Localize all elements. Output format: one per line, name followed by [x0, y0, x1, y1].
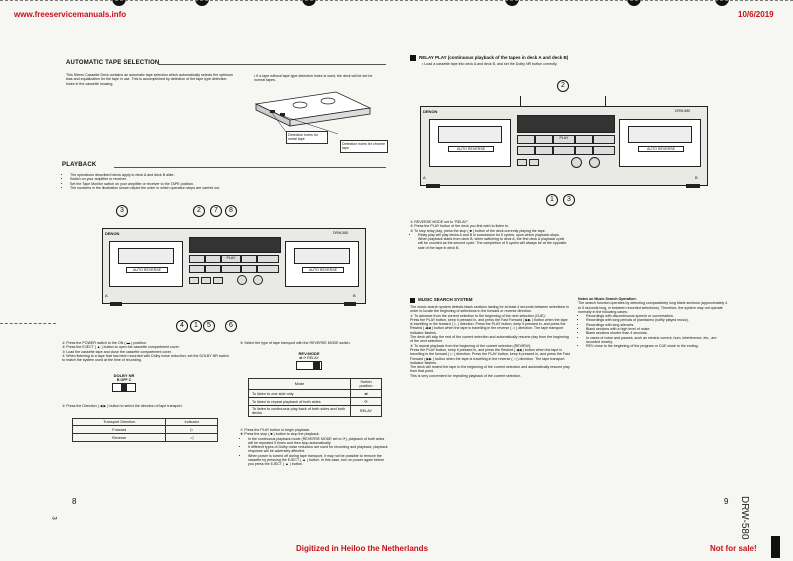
steps-left [62, 341, 232, 362]
brand-label: DENON [423, 109, 438, 114]
relay-note: • Relay play will play decks A and B in succession for 5 cycles, upon which playback stops. When playback starts from deck B, when switching to deck A, the first deck A playback cycle will be counted as the second cycle. The completion of 5 cycles will always be at the opposite side of the tape in deck B. [418, 233, 570, 250]
relay-sub: • Load a cassette tape into deck A and deck B, and set the Dolby NR button correctly. [422, 62, 558, 66]
ms-p2d: This is very convenient for repeating playback of the current selection. [410, 373, 522, 378]
transport-button[interactable] [535, 146, 553, 155]
table-cell: ▷ [166, 426, 218, 434]
switch[interactable] [517, 159, 527, 166]
notes-item: • Recordings with discontinuous speech or conversation. [586, 314, 728, 318]
cassette-window [294, 248, 350, 264]
ms-p1-text: To advance from the current selection to the beginning of the next selection (CUE): [414, 313, 546, 318]
table-header: Switch position [350, 379, 381, 390]
transport-button[interactable] [205, 255, 221, 263]
note: • If different types of Dolby noise reduction are used for recording and playback, playback response will be adversely affected. [248, 445, 390, 454]
dolby-switch [112, 373, 136, 393]
table-cell: ⟳ [350, 398, 381, 406]
callout: 6 [225, 320, 237, 332]
transport-button[interactable] [517, 135, 535, 144]
ms-p1: ① To advance from the current selection to the beginning of the next selection (CUE): [410, 313, 546, 318]
playback-bullet: • Set the Tape Monitor switch on your amplifier or receiver to the TAPE position. [70, 182, 382, 186]
deck-foot [344, 302, 356, 306]
play-button[interactable]: PLAY [553, 135, 575, 144]
step: ③ To stop relay play, press the stop ( ■ ) button of the deck currently playing the tape. [410, 228, 546, 233]
notes-item: • REV close to the beginning of the program or CUE close to the ending. [586, 344, 728, 348]
table-cell: To listen to repeat playback of both sides [249, 398, 351, 406]
auto-reverse-label: AUTO REVERSE [126, 267, 168, 273]
rev-mode-switch-graphic [296, 361, 322, 370]
top-border [0, 0, 793, 2]
table-cell: To listen to continuous play back of both sides and both decks [249, 406, 351, 417]
deck-b-label: B [695, 175, 698, 180]
auto-tape-note-text: If a tape without tape type detection holes is used, the deck will be set for normal tapes. [254, 74, 373, 83]
deck-b-label: B [353, 293, 356, 298]
cassette-window [628, 126, 692, 143]
deck-foot [686, 184, 700, 188]
callout: 2 [193, 205, 205, 217]
deck-a-label: A [423, 175, 426, 180]
step: ② Press the EJECT ( ▲ ) button to open the cassette compartment cover. [62, 345, 180, 350]
section-bullet [410, 298, 415, 303]
section-bullet [410, 55, 416, 61]
deck-illustration [102, 228, 366, 304]
step: ② Press the PLAY button of the deck you first wish to listen to. [410, 224, 509, 229]
step: ③ Load the cassette tape and close the cassette compartment cover. [62, 349, 172, 354]
counter-display [517, 115, 615, 133]
playback-bullet: • Switch on your amplifier or receiver. [70, 177, 382, 181]
relay-sub-text: Load a cassette tape into deck A and deck B, and set the Dolby NR button correctly. [424, 62, 558, 66]
model-label: DRW-580 [675, 109, 691, 113]
auto-tape-body: This Stereo Cassette Deck contains an automatic tape selection which automatically selects the optimum bias and equalization for the tape in use. This is accomplished by detection of the tape type detection holes in the cassette housing. [66, 73, 233, 86]
section-rule [158, 64, 386, 65]
table-cell: RELAY [350, 406, 381, 417]
callout: 2 [557, 80, 569, 92]
ms-p2: ② To repeat playback from the beginning of the current selection (REVIEW): [410, 343, 532, 348]
auto-reverse-label: AUTO REVERSE [448, 146, 494, 152]
callout: 8 [225, 205, 237, 217]
deck-illustration-relay [420, 106, 708, 186]
notes-title: Notes on Music Search Operation: [578, 297, 637, 301]
counter-display [189, 237, 281, 253]
notes-intro: The search function operates by detecting comparatively long blank sections (approximately 4 to 5 seconds long, in between recorded selections). Therefore, the system may not operate normally in the following cases: [578, 301, 728, 314]
dolby-label: DOLBY NR [113, 373, 135, 378]
label-chrome: Detection holes for chrome tape [340, 140, 388, 153]
transport-button[interactable] [575, 135, 593, 144]
deck-a-window [109, 241, 183, 287]
transport-button[interactable] [593, 146, 615, 155]
auto-tape-title: AUTOMATIC TAPE SELECTION [66, 60, 160, 66]
music-search-title: MUSIC SEARCH SYSTEM [418, 297, 473, 302]
music-search-body [410, 305, 570, 378]
callout: 7 [210, 205, 222, 217]
knob[interactable] [589, 157, 600, 168]
callout: 1 [546, 194, 558, 206]
transport-button[interactable] [575, 146, 593, 155]
switch[interactable] [213, 277, 223, 284]
callout: 4 [176, 320, 188, 332]
dolby-options: B OFF C [116, 378, 132, 382]
rev-mode-options: ⇄ ⟳ RELAY [299, 356, 319, 360]
notes-item: • Blank sections shorter than 4 seconds. [586, 331, 728, 335]
playback-title: PLAYBACK [62, 162, 97, 168]
ms-intro: The music search system detects blank sections lasting for at least 4 seconds between selections in order to locate the beginning of selections in the forward or reverse direction. [410, 305, 570, 314]
model-label: DRW-580 [333, 231, 349, 235]
dolby-switch-graphic [112, 383, 136, 392]
knob[interactable] [571, 157, 582, 168]
transport-button[interactable] [221, 265, 241, 273]
deck-b-window [619, 119, 701, 167]
cassette-window [118, 248, 174, 264]
cassette-window [438, 126, 502, 143]
step7: ⑦ Press the PLAY button to begin playback. [240, 428, 311, 432]
deck-a-window [429, 119, 511, 167]
transport-button[interactable] [241, 265, 257, 273]
callout: 1 [190, 320, 202, 332]
steps-7-8 [240, 428, 390, 467]
callout: 5 [203, 320, 215, 332]
relay-steps [410, 220, 570, 250]
model-vertical-wrap [739, 496, 772, 540]
mode-table [248, 378, 382, 417]
transport-button[interactable] [189, 255, 205, 263]
ms-p2-text: To repeat playback from the beginning of the current selection (REVIEW): [414, 343, 532, 348]
switch[interactable] [529, 159, 539, 166]
brand-label: DENON [105, 231, 120, 236]
step: ① REVERSE MODE set to "RELAY". [410, 220, 470, 224]
callout: 3 [116, 205, 128, 217]
auto-tape-note: • If a tape without tape type detection holes is used, the deck will be set for normal tapes. [254, 74, 373, 83]
rev-mode-label: REV.MODE [298, 351, 320, 356]
auto-reverse-label: AUTO REVERSE [302, 267, 344, 273]
ms-p2c: The deck will rewind the tape to the beginning of the current selection and automatically resume play from that point. [410, 365, 570, 374]
header-date: 10/6/2019 [738, 10, 774, 19]
step6: ⑥ Select the type of tape transport with the REVERSE MODE switch. [240, 341, 351, 345]
knob[interactable] [253, 275, 263, 285]
step: ④ When listening to a tape that has been recorded with Dolby noise reduction, set the DOLBY NR switch to match the system used at the time of recording. [62, 353, 229, 363]
ms-p2b: Press the PLAY button, keep it pressed in, and press the Rewind ( ◀◀ ) button when the tape is travelling in the forward ( ▷ ) direction. Press the PLAY button, keep it pressed in, and press the Fast Forward ( ▶▶ ) button when the tape is travelling in the reverse ( ◁ ) direction. The tape transport indicator flashes. [410, 347, 570, 365]
fold-mark [0, 323, 56, 324]
note: • When power is turned off during tape transport, it may not be possible to remove the cassette by pressing the EJECT ( ▲ ) button. In this case, turn on power again before you press the EJECT ( ▲ ) button. [248, 454, 390, 467]
auto-reverse-label: AUTO REVERSE [638, 146, 684, 152]
switch[interactable] [201, 277, 211, 284]
note: • In the continuous playback mode (REVERSE MODE set to ⟳), playback of both sides will be repeated 5 times and then stop automatically. [248, 437, 390, 446]
cassette-illustration [250, 74, 382, 144]
transport-button[interactable] [535, 135, 553, 144]
notes-item: • In cases of noise and pauses, such as electric current, hum, interference, etc., are recorded nearby. [586, 336, 728, 345]
notes-item: • Blank sections with a high level of noise. [586, 327, 728, 331]
switch[interactable] [189, 277, 199, 284]
transport-button[interactable] [241, 255, 257, 263]
table-header: Indicator [166, 419, 218, 426]
transport-button[interactable] [593, 135, 615, 144]
deck-foot [110, 302, 122, 306]
direction-table [72, 418, 218, 442]
label-metal: Detection holes for metal tape [286, 131, 328, 144]
ms-p1c: The deck will skip the rest of the current selection and automatically resume play from the beginning of the next selection. [410, 335, 569, 344]
deck-foot [426, 184, 440, 188]
footer-digitized: Digitized in Heiloo the Netherlands [296, 544, 429, 553]
knob[interactable] [237, 275, 247, 285]
rev-mode-switch [296, 351, 322, 371]
table-cell: To listen to one side only [249, 390, 351, 398]
table-header: Transport Direction [73, 419, 166, 426]
table-cell: ◁ [166, 434, 218, 442]
page-number-left: 8 [72, 497, 77, 506]
side-number: 3 [50, 516, 57, 520]
notes-music-search [578, 297, 728, 349]
play-button[interactable]: PLAY [221, 255, 241, 263]
transport-button[interactable] [553, 146, 575, 155]
site-url[interactable]: www.freeservicemanuals.info [14, 10, 127, 19]
page-number-right: 9 [724, 497, 729, 506]
table-cell: ⇄ [350, 390, 381, 398]
transport-button[interactable] [189, 265, 205, 273]
deck-b-window [285, 241, 359, 287]
transport-button[interactable] [257, 265, 279, 273]
playback-bullets [62, 173, 382, 190]
table-header: Mode [249, 379, 351, 390]
notes-item: • Recordings with long silences. [586, 323, 728, 327]
playback-bullet: • The numbers in the illustration shown depict the order in which operation steps are carried out. [70, 186, 382, 190]
deck-a-label: A [105, 293, 108, 298]
step8: ⑧ Press the stop ( ■ ) button to stop the playback. [240, 432, 320, 437]
relay-title: RELAY PLAY (continuous playback of the tapes in deck A and deck B) [419, 55, 569, 60]
ms-p1b: Press the PLAY button, keep it pressed in, and press the Fast Forward ( ▶▶ ) button when the tape is travelling in the forward ( ▷ ) direction. Press the PLAY button, keep it pressed in, and press the Rewind ( ◀◀ ) button when the tape is travelling in the reverse ( ◁ ) direction. The tape transport indicator flashes. [410, 317, 568, 335]
transport-button[interactable] [205, 265, 221, 273]
transport-button[interactable] [257, 255, 279, 263]
notes-item: • Recordings with long periods of pianissimo (softly played music). [586, 318, 728, 322]
playback-bullet: • The operations described below apply to deck A and deck B alike. [70, 173, 382, 177]
table-cell: Forward [73, 426, 166, 434]
table-cell: Reverse [73, 434, 166, 442]
callout: 3 [563, 194, 575, 206]
footer-notfor: Not for sale! [710, 544, 757, 553]
step5: ⑤ Press the Direction ( ◀ ▶ ) button to select the direction of tape transport. [62, 404, 183, 408]
section-rule [114, 167, 386, 168]
step: ① Press the POWER switch to the ON ( ▬ ) position. [62, 341, 147, 345]
model-vertical: DRW-580 [739, 496, 750, 540]
edge-tab [771, 536, 780, 558]
transport-button[interactable] [517, 146, 535, 155]
